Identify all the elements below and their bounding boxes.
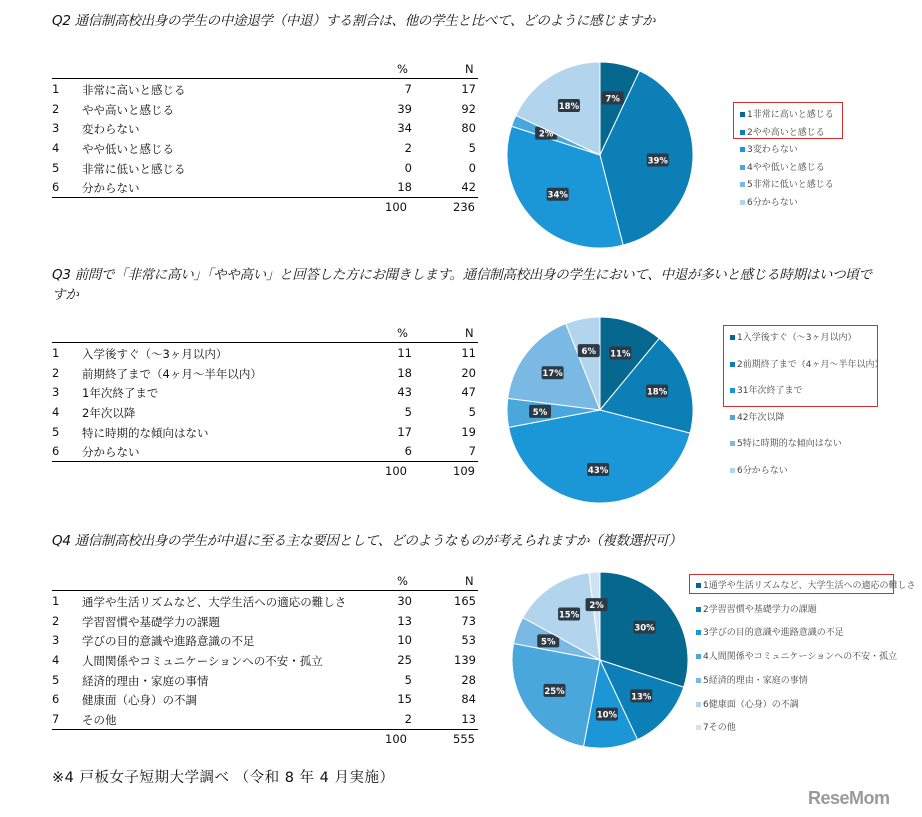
table-row [52, 382, 478, 402]
legend-swatch [696, 702, 701, 707]
legend-label: 42年次以降 [737, 412, 785, 423]
n-header: N [465, 326, 474, 340]
row-pct: 2 [404, 141, 412, 156]
slice-label [602, 91, 624, 104]
row-pct: 11 [397, 346, 412, 360]
slice-label-text: 6% [581, 347, 596, 358]
legend-item [696, 697, 799, 710]
row-pct: 13 [397, 613, 412, 628]
row-pct: 5 [404, 672, 412, 687]
q2-table [52, 62, 478, 217]
row-label: やや高いと感じる [82, 102, 174, 117]
legend-label: 1通学や生活リズムなど、大学生活への適応の難しさ [703, 581, 916, 591]
legend-item [740, 195, 798, 208]
table-row [52, 138, 478, 158]
legend-label: 6分からない [737, 465, 788, 476]
slice-label [586, 598, 608, 611]
row-n: 13 [461, 712, 476, 727]
table-row [52, 650, 478, 670]
row-label: 1年次終了まで [82, 386, 159, 401]
row-label: 非常に高いと感じる [82, 83, 186, 97]
q2-rows [52, 78, 478, 198]
row-label: 人間関係やコミュニケーションへの不安・孤立 [82, 654, 323, 669]
row-n: 20 [461, 365, 476, 380]
table-row [52, 158, 478, 178]
row-n: 17 [461, 82, 476, 96]
table-row [52, 630, 478, 650]
row-number: 5 [52, 424, 60, 439]
slice-label-text: 13% [631, 692, 652, 703]
row-pct: 18 [397, 180, 412, 195]
slice-label [646, 384, 668, 397]
row-label: 前期終了まで（4ヶ月～半年以内） [82, 366, 262, 381]
row-n: 47 [461, 385, 476, 400]
table-row [52, 611, 478, 631]
row-pct: 10 [397, 633, 412, 648]
slice-label [647, 153, 669, 166]
legend-item [696, 602, 817, 615]
row-label: その他 [82, 713, 117, 728]
row-n: 19 [461, 424, 476, 439]
pct-header: % [397, 574, 408, 588]
row-label: 経済的理由・家庭の事情 [82, 673, 209, 688]
legend-item [696, 649, 897, 662]
row-n: 5 [468, 405, 476, 420]
row-pct: 0 [404, 160, 412, 175]
row-label: やや低いと感じる [82, 142, 174, 157]
row-label: 特に時期的な傾向はない [82, 425, 209, 440]
table-row [52, 441, 478, 461]
row-number: 4 [52, 405, 60, 420]
q4-table [52, 574, 478, 752]
slice-label-text: 30% [634, 623, 655, 634]
row-n: 28 [461, 672, 476, 687]
row-label: 分からない [82, 181, 140, 196]
slice-label-text: 17% [542, 369, 563, 380]
legend-swatch [740, 182, 745, 187]
row-number: 4 [52, 141, 60, 156]
legend-label: 7その他 [703, 723, 736, 734]
total-pct: 100 [385, 464, 407, 478]
legend-swatch [730, 415, 735, 420]
row-pct: 18 [397, 365, 412, 380]
legend-swatch [730, 441, 735, 446]
q4-pie-chart [500, 560, 700, 765]
row-pct: 30 [397, 594, 412, 608]
row-n: 84 [461, 692, 476, 707]
row-number: 1 [52, 594, 60, 608]
legend-swatch [696, 630, 701, 635]
legend-item [740, 160, 825, 173]
legend-swatch [740, 200, 745, 205]
legend-item [730, 410, 784, 423]
legend-label: 5非常に低いと感じる [747, 180, 834, 190]
slice-label [544, 684, 566, 697]
row-number: 6 [52, 180, 60, 195]
row-number: 2 [52, 365, 60, 380]
legend-label: 6健康面（心身）の不調 [703, 699, 799, 710]
row-label: 分からない [82, 445, 140, 460]
row-number: 1 [52, 346, 60, 360]
row-pct: 15 [397, 692, 412, 707]
row-number: 5 [52, 160, 60, 175]
footnote: ※4 戸板女子短期大学調べ （令和 8 年 4 月実施） [52, 770, 395, 786]
q3-rows [52, 342, 478, 462]
q4-highlight-box [689, 574, 894, 594]
q3-pie-chart [500, 306, 700, 511]
row-label: 変わらない [82, 122, 140, 137]
legend-item [730, 463, 788, 476]
row-n: 53 [461, 633, 476, 648]
table-row [52, 118, 478, 138]
row-number: 6 [52, 444, 60, 459]
slice-label-text: 5% [541, 637, 556, 648]
slice-label-text: 25% [544, 686, 565, 697]
row-number: 7 [52, 712, 60, 727]
row-label: 学びの目的意識や進路意識の不足 [82, 634, 255, 649]
row-pct: 43 [397, 385, 412, 400]
row-number: 2 [52, 101, 60, 116]
slice-label-text: 43% [587, 465, 609, 476]
row-label: 非常に低いと感じる [82, 161, 186, 176]
row-pct: 34 [397, 121, 412, 136]
row-n: 5 [468, 141, 476, 156]
slice-label-text: 39% [647, 156, 668, 167]
resemom-logo: ReseMom [808, 788, 890, 808]
row-pct: 5 [404, 405, 412, 420]
row-number: 4 [52, 653, 60, 668]
legend-swatch [696, 654, 701, 659]
legend-label: 5特に時期的な傾向はない [737, 439, 842, 449]
slice-label-text: 2% [589, 601, 604, 612]
legend-swatch [696, 725, 701, 730]
legend-label: 1入学後すぐ（～3ヶ月以内） [737, 333, 857, 343]
legend-swatch [740, 147, 745, 152]
legend-label: 2前期終了まで（4ヶ月～半年以内） [737, 359, 884, 370]
table-row [52, 422, 478, 442]
row-number: 3 [52, 633, 60, 648]
slice-label [587, 463, 609, 476]
table-row [52, 591, 478, 611]
row-n: 42 [461, 180, 476, 195]
slice-label [542, 366, 564, 379]
row-pct: 2 [404, 712, 412, 727]
legend-label: 1非常に高いと感じる [747, 110, 834, 120]
table-row [52, 99, 478, 119]
row-pct: 25 [397, 653, 412, 668]
table-row [52, 343, 478, 363]
pct-header: % [397, 62, 408, 76]
legend-item [696, 625, 844, 638]
q3-highlight-box [723, 325, 878, 407]
slice-label-text: 34% [547, 190, 568, 201]
total-pct: 100 [385, 732, 407, 746]
table-row [52, 709, 478, 729]
row-n: 139 [454, 653, 476, 668]
slice-label-text: 11% [610, 349, 631, 360]
legend-label: 3変わらない [747, 145, 798, 155]
row-number: 3 [52, 385, 60, 400]
slice-label-text: 10% [596, 710, 618, 721]
slice-label-text: 7% [605, 94, 620, 105]
legend-label: 3学びの目的意識や進路意識の不足 [703, 628, 844, 639]
q3-title: Q3 前問で「非常に高い」「やや高い」と回答した方にお聞きします。通信制高校出身の学生において、中退が多いと感じる時期はいつ頃ですか [52, 267, 872, 303]
slice-label [558, 608, 580, 621]
slice-label-text: 15% [558, 610, 580, 621]
legend-label: 6分からない [747, 197, 798, 208]
q2-highlight-box [733, 102, 843, 139]
slice-label [633, 621, 655, 634]
row-pct: 6 [404, 444, 412, 459]
row-number: 1 [52, 82, 60, 96]
row-label: 健康面（心身）の不調 [82, 693, 197, 708]
legend-label: 2やや高いと感じる [747, 127, 825, 138]
slice-label [596, 708, 618, 721]
legend-swatch [696, 607, 701, 612]
legend-swatch [740, 165, 745, 170]
q2-title: Q2 通信制高校出身の学生の中途退学（中退）する割合は、他の学生と比べて、どのように感じますか [52, 13, 656, 29]
row-label: 2年次以降 [82, 406, 136, 421]
row-label: 通学や生活リズムなど、大学生活への適応の難しさ [82, 595, 347, 609]
total-n: 555 [453, 732, 475, 746]
legend-label: 31年次終了まで [737, 386, 803, 396]
total-pct: 100 [385, 200, 407, 214]
row-n: 80 [461, 121, 476, 136]
row-pct: 17 [397, 424, 412, 439]
legend-item [696, 673, 808, 686]
row-number: 2 [52, 613, 60, 628]
n-header: N [465, 62, 474, 76]
slice-label-text: 18% [558, 102, 580, 113]
legend-label: 4人間関係やコミュニケーションへの不安・孤立 [703, 652, 898, 663]
legend-label: 2学習習慣や基礎学力の課題 [703, 604, 817, 615]
row-number: 6 [52, 692, 60, 707]
table-row [52, 402, 478, 422]
total-n: 236 [453, 200, 475, 214]
legend-item [740, 142, 798, 155]
q4-rows [52, 590, 478, 730]
slice-label [578, 344, 600, 357]
legend-swatch [730, 468, 735, 473]
row-label: 学習習慣や基礎学力の課題 [82, 614, 220, 629]
row-n: 165 [454, 594, 476, 608]
table-row [52, 177, 478, 197]
slice-label-text: 18% [646, 387, 668, 398]
row-label: 入学後すぐ（～3ヶ月以内） [82, 347, 228, 361]
slice-label [547, 188, 569, 201]
row-pct: 39 [397, 101, 412, 116]
row-n: 11 [461, 346, 476, 360]
table-row [52, 363, 478, 383]
legend-item [740, 177, 834, 190]
legend-item [730, 436, 842, 449]
row-n: 92 [461, 101, 476, 116]
q4-title: Q4 通信制高校出身の学生が中退に至る主な要因として、どのようなものが考えられますか（複数選択可） [52, 533, 682, 549]
q4-legend [688, 574, 916, 744]
slice-label [630, 689, 652, 702]
slice-label-text: 5% [532, 407, 548, 418]
q2-pie-chart [500, 55, 700, 260]
legend-item [696, 720, 736, 733]
pct-header: % [397, 326, 408, 340]
total-n: 109 [453, 464, 475, 478]
table-row [52, 689, 478, 709]
q3-table [52, 326, 478, 481]
slice-label [558, 99, 580, 112]
row-n: 7 [468, 444, 476, 459]
legend-label: 5経済的理由・家庭の事情 [703, 675, 808, 686]
n-header: N [465, 574, 474, 588]
row-pct: 7 [404, 82, 412, 96]
row-number: 5 [52, 672, 60, 687]
row-n: 73 [461, 613, 476, 628]
row-n: 0 [468, 160, 476, 175]
table-row [52, 670, 478, 690]
slice-label [609, 347, 631, 360]
legend-swatch [696, 678, 701, 683]
table-row [52, 79, 478, 99]
slice-label [529, 405, 551, 418]
legend-label: 4やや低いと感じる [747, 162, 825, 173]
row-number: 3 [52, 121, 60, 136]
slice-label-text: 2% [538, 129, 554, 140]
